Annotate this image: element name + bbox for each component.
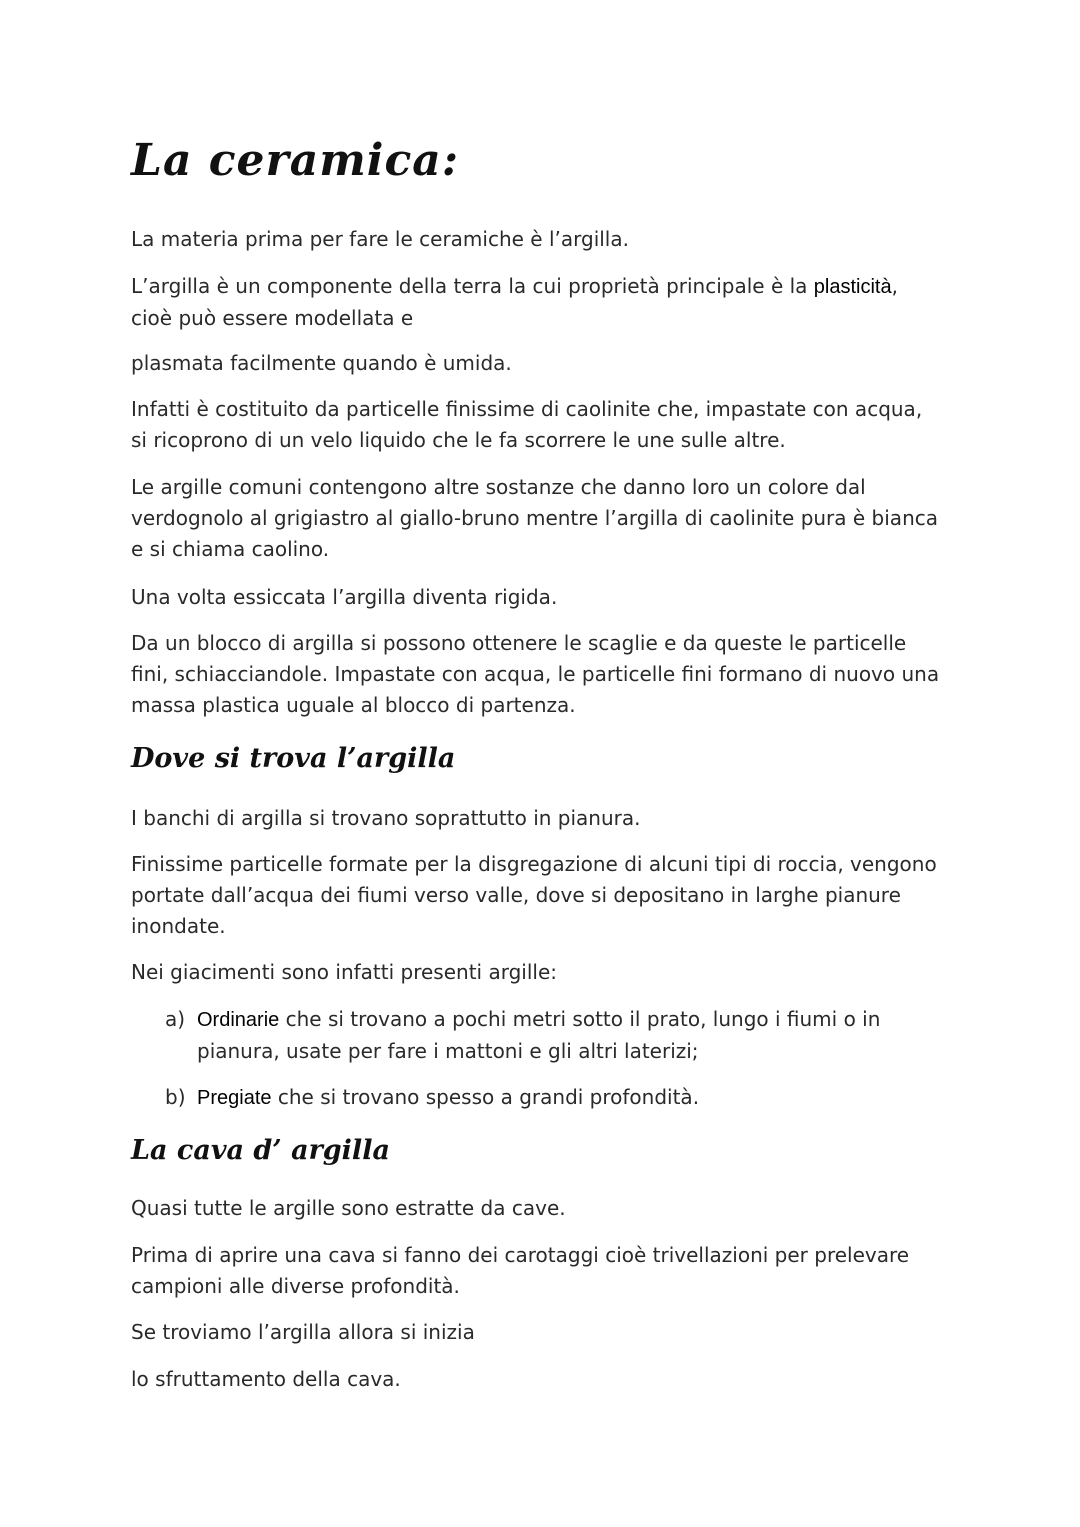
list-marker: b) (165, 1085, 186, 1109)
list-item-text: che si trovano a pochi metri sotto il prato, lungo i fiumi o in pianura, usate per fare i mattoni e gli altri laterizi; (197, 1007, 881, 1063)
paragraph: Finissime particelle formate per la disgregazione di alcuni tipi di roccia, vengono portate dall’acqua dei fiumi verso valle, dove si depositano in larghe pianure inondate. (131, 852, 937, 938)
paragraph: Prima di aprire una cava si fanno dei carotaggi cioè trivellazioni per prelevare campioni alle diverse profondità. (131, 1243, 910, 1298)
list-marker: a) (165, 1007, 186, 1031)
keyword-plasticita: plasticità (813, 276, 892, 298)
paragraph: Le argille comuni contengono altre sostanze che danno loro un colore dal verdognolo al grigiastro al giallo-bruno mentre l’argilla di caolinite pura è bianca e si chiama caolino. (131, 475, 938, 561)
section-heading: Dove si trova l’argilla (131, 743, 456, 774)
paragraph-text: L’argilla è un componente della terra la cui proprietà principale è la (131, 274, 814, 298)
paragraph: Una volta essiccata l’argilla diventa rigida. (131, 585, 558, 609)
list-item-body (165, 1004, 925, 1067)
page-title: La ceramica: (131, 135, 460, 186)
paragraph (131, 271, 941, 334)
section-heading: La cava d’ argilla (131, 1135, 390, 1166)
paragraph: Nei giacimenti sono infatti presenti argille: (131, 960, 557, 984)
paragraph: Da un blocco di argilla si possono ottenere le scaglie e da queste le particelle fini, schiacciandole. Impastate con acqua, le particelle fini formano di nuovo una massa plastica uguale al blocco di partenza. (131, 631, 940, 717)
keyword-ordinarie: Ordinarie (197, 1009, 280, 1031)
paragraph: I banchi di argilla si trovano soprattutto in pianura. (131, 806, 641, 830)
paragraph: Quasi tutte le argille sono estratte da cave. (131, 1196, 566, 1220)
paragraph-text: , cioè può essere modellata e (131, 274, 898, 330)
list-item (165, 1082, 925, 1114)
paragraph: Se troviamo l’argilla allora si inizia (131, 1320, 475, 1344)
list-item-body (165, 1082, 925, 1114)
keyword-pregiate: Pregiate (197, 1087, 272, 1109)
paragraph: lo sfruttamento della cava. (131, 1367, 401, 1391)
paragraph: plasmata facilmente quando è umida. (131, 351, 512, 375)
list-item (165, 1004, 925, 1067)
paragraph: Infatti è costituito da particelle finissime di caolinite che, impastate con acqua, si ricoprono di un velo liquido che le fa scorrere le une sulle altre. (131, 397, 923, 452)
list-item-text: che si trovano spesso a grandi profondità. (271, 1085, 700, 1109)
paragraph: La materia prima per fare le ceramiche è l’argilla. (131, 227, 629, 251)
